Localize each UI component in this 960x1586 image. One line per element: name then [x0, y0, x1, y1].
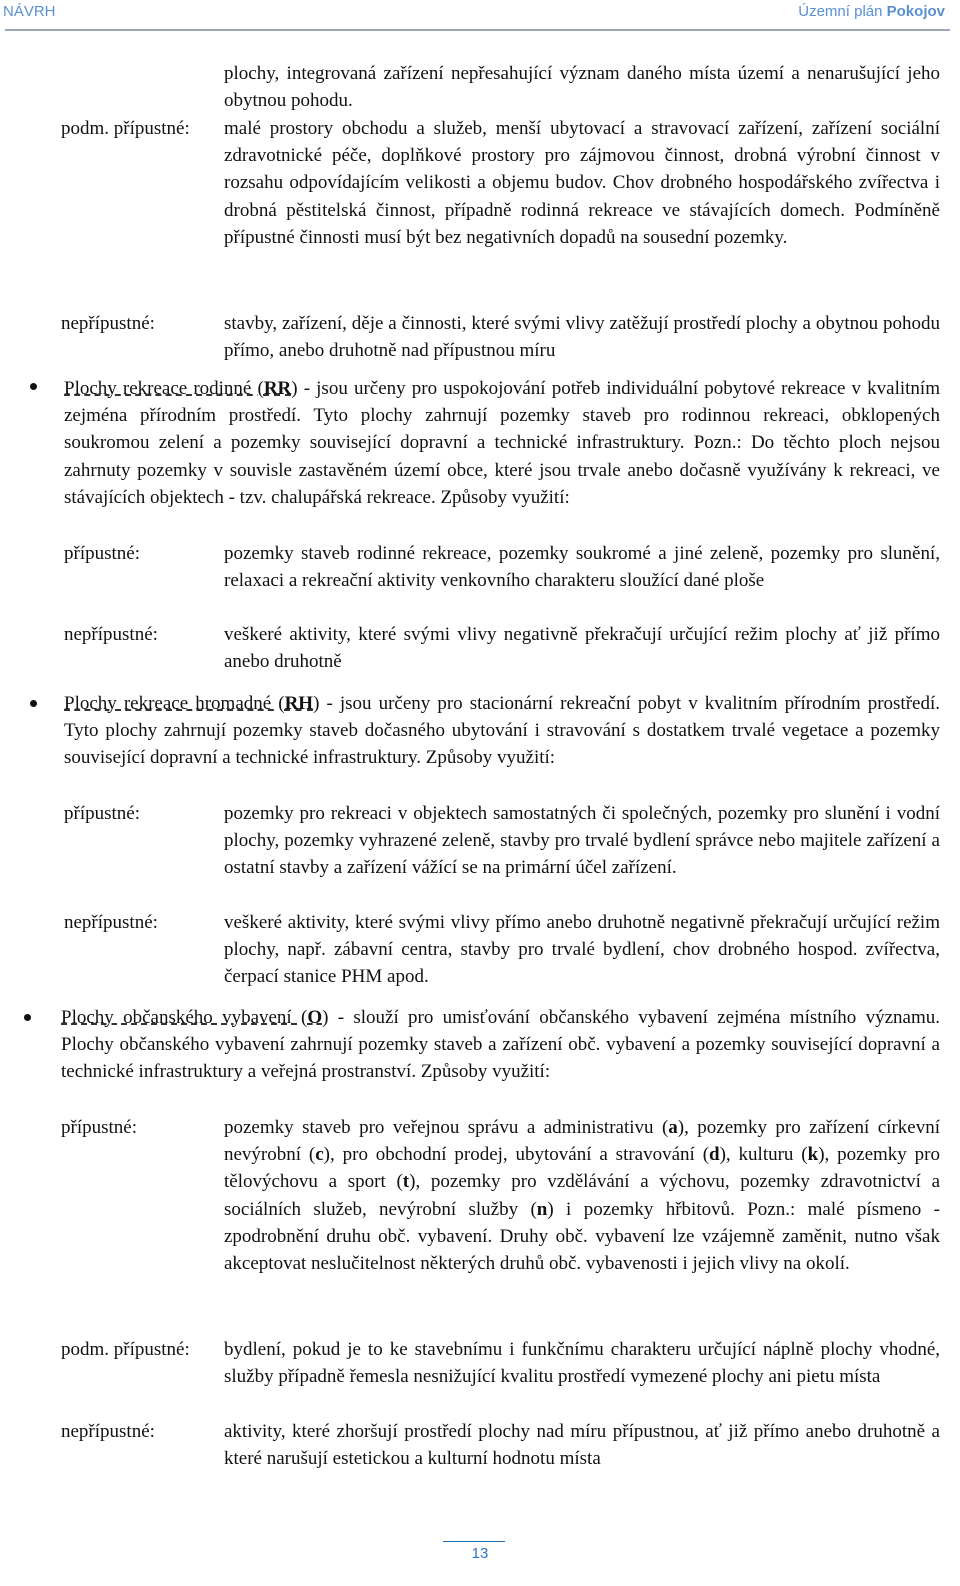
rr-close: )	[291, 378, 298, 399]
header-title-bold: Pokojov	[886, 3, 945, 20]
rr-title-text: Plochy rekreace rodinné (	[64, 378, 264, 399]
o-close: )	[322, 1007, 329, 1028]
o-title	[61, 1007, 322, 1028]
o-pr-part: pozemky staveb pro veřejnou správu a administrativu (	[224, 1117, 669, 1138]
o-podm-pripustne-text: bydlení, pokud je to ke stavebnímu i funkčnímu charakteru určující náplně plochy vhodné, služby případně řemesla nesnižující kvalitu prostředí vymezené plochy ani pietu místa	[224, 1339, 940, 1388]
rh-close: )	[313, 693, 320, 714]
nepripustne-label: nepřípustné:	[61, 313, 155, 334]
o-pr-part: ), pozemky pro vzdělávání a výchovu, pozemky zdravotnictví a sociálních služeb, nevýrobní služby (	[224, 1171, 941, 1220]
rh-title-text: Plochy rekreace hromadné (	[64, 693, 285, 714]
page-header	[0, 0, 960, 30]
continuation-paragraph: plochy, integrovaná zařízení nepřesahující význam daného místa území a nenarušující jeho obytnou pohodu.	[224, 63, 940, 112]
o-desc: - slouží pro umisťování občanského vybavení zejména místního významu. Plochy občanského vybavení zahrnují pozemky staveb a zařízení obč. vybavení a pozemky související dopravní a technické infrastruktury a veřejná prostranství. Způsoby využití:	[61, 1007, 940, 1083]
o-code-c: c	[315, 1144, 324, 1166]
header-title	[798, 3, 945, 20]
o-description	[61, 1004, 940, 1086]
o-pr-part: ), kulturu (	[719, 1144, 808, 1166]
rh-code: RH	[284, 693, 314, 714]
o-code-a: a	[668, 1117, 678, 1138]
rr-pripustne-text: pozemky staveb rodinné rekreace, pozemky soukromé a jiné zeleně, pozemky pro slunění, relaxaci a rekreační aktivity venkovního charakteru sloužící dané ploše	[224, 543, 940, 592]
rr-code: RR	[263, 378, 292, 399]
nepripustne-text: stavby, zařízení, děje a činnosti, které svými vlivy zatěžují prostředí plochy a obytnou pohodu přímo, anebo druhotně nad přípustnou míru	[224, 313, 940, 362]
o-code-n: n	[536, 1198, 548, 1220]
podm-pripustne-text: malé prostory obchodu a služeb, menší ubytovací a stravovací zařízení, zařízení sociální zdravotnické péče, doplňkové prostory pro zájmovou činnost, drobná výrobní činnost v rozsahu odpovídajícím velikosti a objemu budov. Chov drobného hospodářského zvířectva i drobná pěstitelská činnost, případně rodinná rekreace ve stávajících domech. Podmíněně přípustné činnosti musí být bez negativních dopadů na sousední pozemky.	[224, 118, 940, 248]
o-pr-part: ) i pozemky hřbitovů. Pozn.: malé písmeno - zpodrobnění druhu obč. vybavení. Druhy obč. vybavení lze vzájemně zaměnit, nutno však akceptovat neslučitelnost některých druhů obč. vybavenosti i jejich vlivy na okolí.	[224, 1198, 940, 1275]
o-code-t: t	[402, 1171, 410, 1193]
o-code: O	[307, 1007, 323, 1028]
bullet-icon	[24, 1014, 31, 1021]
o-code-d: d	[709, 1144, 720, 1166]
rh-description	[64, 690, 940, 772]
rh-nepripustne-text: veškeré aktivity, které svými vlivy přímo anebo druhotně negativně překračují určující režim plochy, např. zábavní centra, stavby pro trvalé bydlení, chov drobného hospod. zvířectva, čerpací stanice PHM apod.	[224, 912, 940, 988]
o-pripustne-text	[224, 1114, 940, 1277]
o-pripustne-label: přípustné:	[61, 1117, 137, 1138]
bullet-icon	[30, 383, 37, 390]
footer-rule	[443, 1541, 505, 1542]
rr-title	[64, 378, 291, 399]
rh-title	[64, 693, 313, 714]
o-nepripustne-text: aktivity, které zhoršují prostředí plochy nad míru přípustnou, ať již přímo anebo druhotně a které narušují estetickou a kulturní hodnotu místa	[224, 1421, 940, 1470]
o-pr-part: ), pozemky pro tělovýchovu a sport (	[224, 1144, 940, 1193]
o-podm-pripustne-label: podm. přípustné:	[61, 1339, 190, 1360]
bullet-icon	[30, 700, 37, 707]
rh-desc: - jsou určeny pro stacionární rekreační pobyt v kvalitním přírodním prostředí. Tyto plochy zahrnují pozemky staveb dočasného ubytování i stravování s dostatkem trvalé vegetace a pozemky související dopravní a technické infrastruktury. Způsoby využití:	[64, 693, 940, 769]
header-rule	[5, 29, 950, 31]
o-code-k: k	[807, 1144, 819, 1166]
header-title-plain: Územní plán	[798, 3, 883, 20]
rr-nepripustne-text: veškeré aktivity, které svými vlivy negativně překračují určující režim plochy ať již přímo anebo druhotně	[224, 624, 940, 673]
podm-pripustne-label: podm. přípustné:	[61, 118, 190, 139]
header-status: NÁVRH	[3, 3, 56, 20]
rr-nepripustne-label: nepřípustné:	[64, 624, 158, 645]
rr-pripustne-label: přípustné:	[64, 543, 140, 564]
o-pr-part: ), pro obchodní prodej, ubytování a stravování (	[323, 1144, 710, 1166]
rh-pripustne-text: pozemky pro rekreaci v objektech samostatných či společných, pozemky pro slunění i vodní plochy, pozemky vyhrazené zeleně, stavby pro trvalé bydlení správce nebo majitele zařízení a ostatní stavby a zařízení vážící se na primární účel zařízení.	[224, 803, 940, 879]
o-pr-part: ), pozemky pro zařízení církevní nevýrobní (	[224, 1117, 940, 1166]
rh-pripustne-label: přípustné:	[64, 803, 140, 824]
o-nepripustne-label: nepřípustné:	[61, 1421, 155, 1442]
rr-desc: - jsou určeny pro uspokojování potřeb individuální pobytové rekreace v kvalitním zejména přírodním prostředí. Tyto plochy zahrnují pozemky staveb pro rodinnou rekreaci, obklopených soukromou zelení a pozemky související dopravní a technické infrastruktury. Pozn.: Do těchto ploch nejsou zahrnuty pozemky v souvisle zastavěném území obce, které jsou trvale anebo dočasně využívány k rekreaci, ve stávajících objektech - tzv. chalupářská rekreace. Způsoby využití:	[64, 378, 940, 508]
rr-description	[64, 375, 940, 511]
o-title-text: Plochy občanského vybavení (	[61, 1007, 308, 1028]
rh-nepripustne-label: nepřípustné:	[64, 912, 158, 933]
page-number: 13	[471, 1545, 489, 1562]
